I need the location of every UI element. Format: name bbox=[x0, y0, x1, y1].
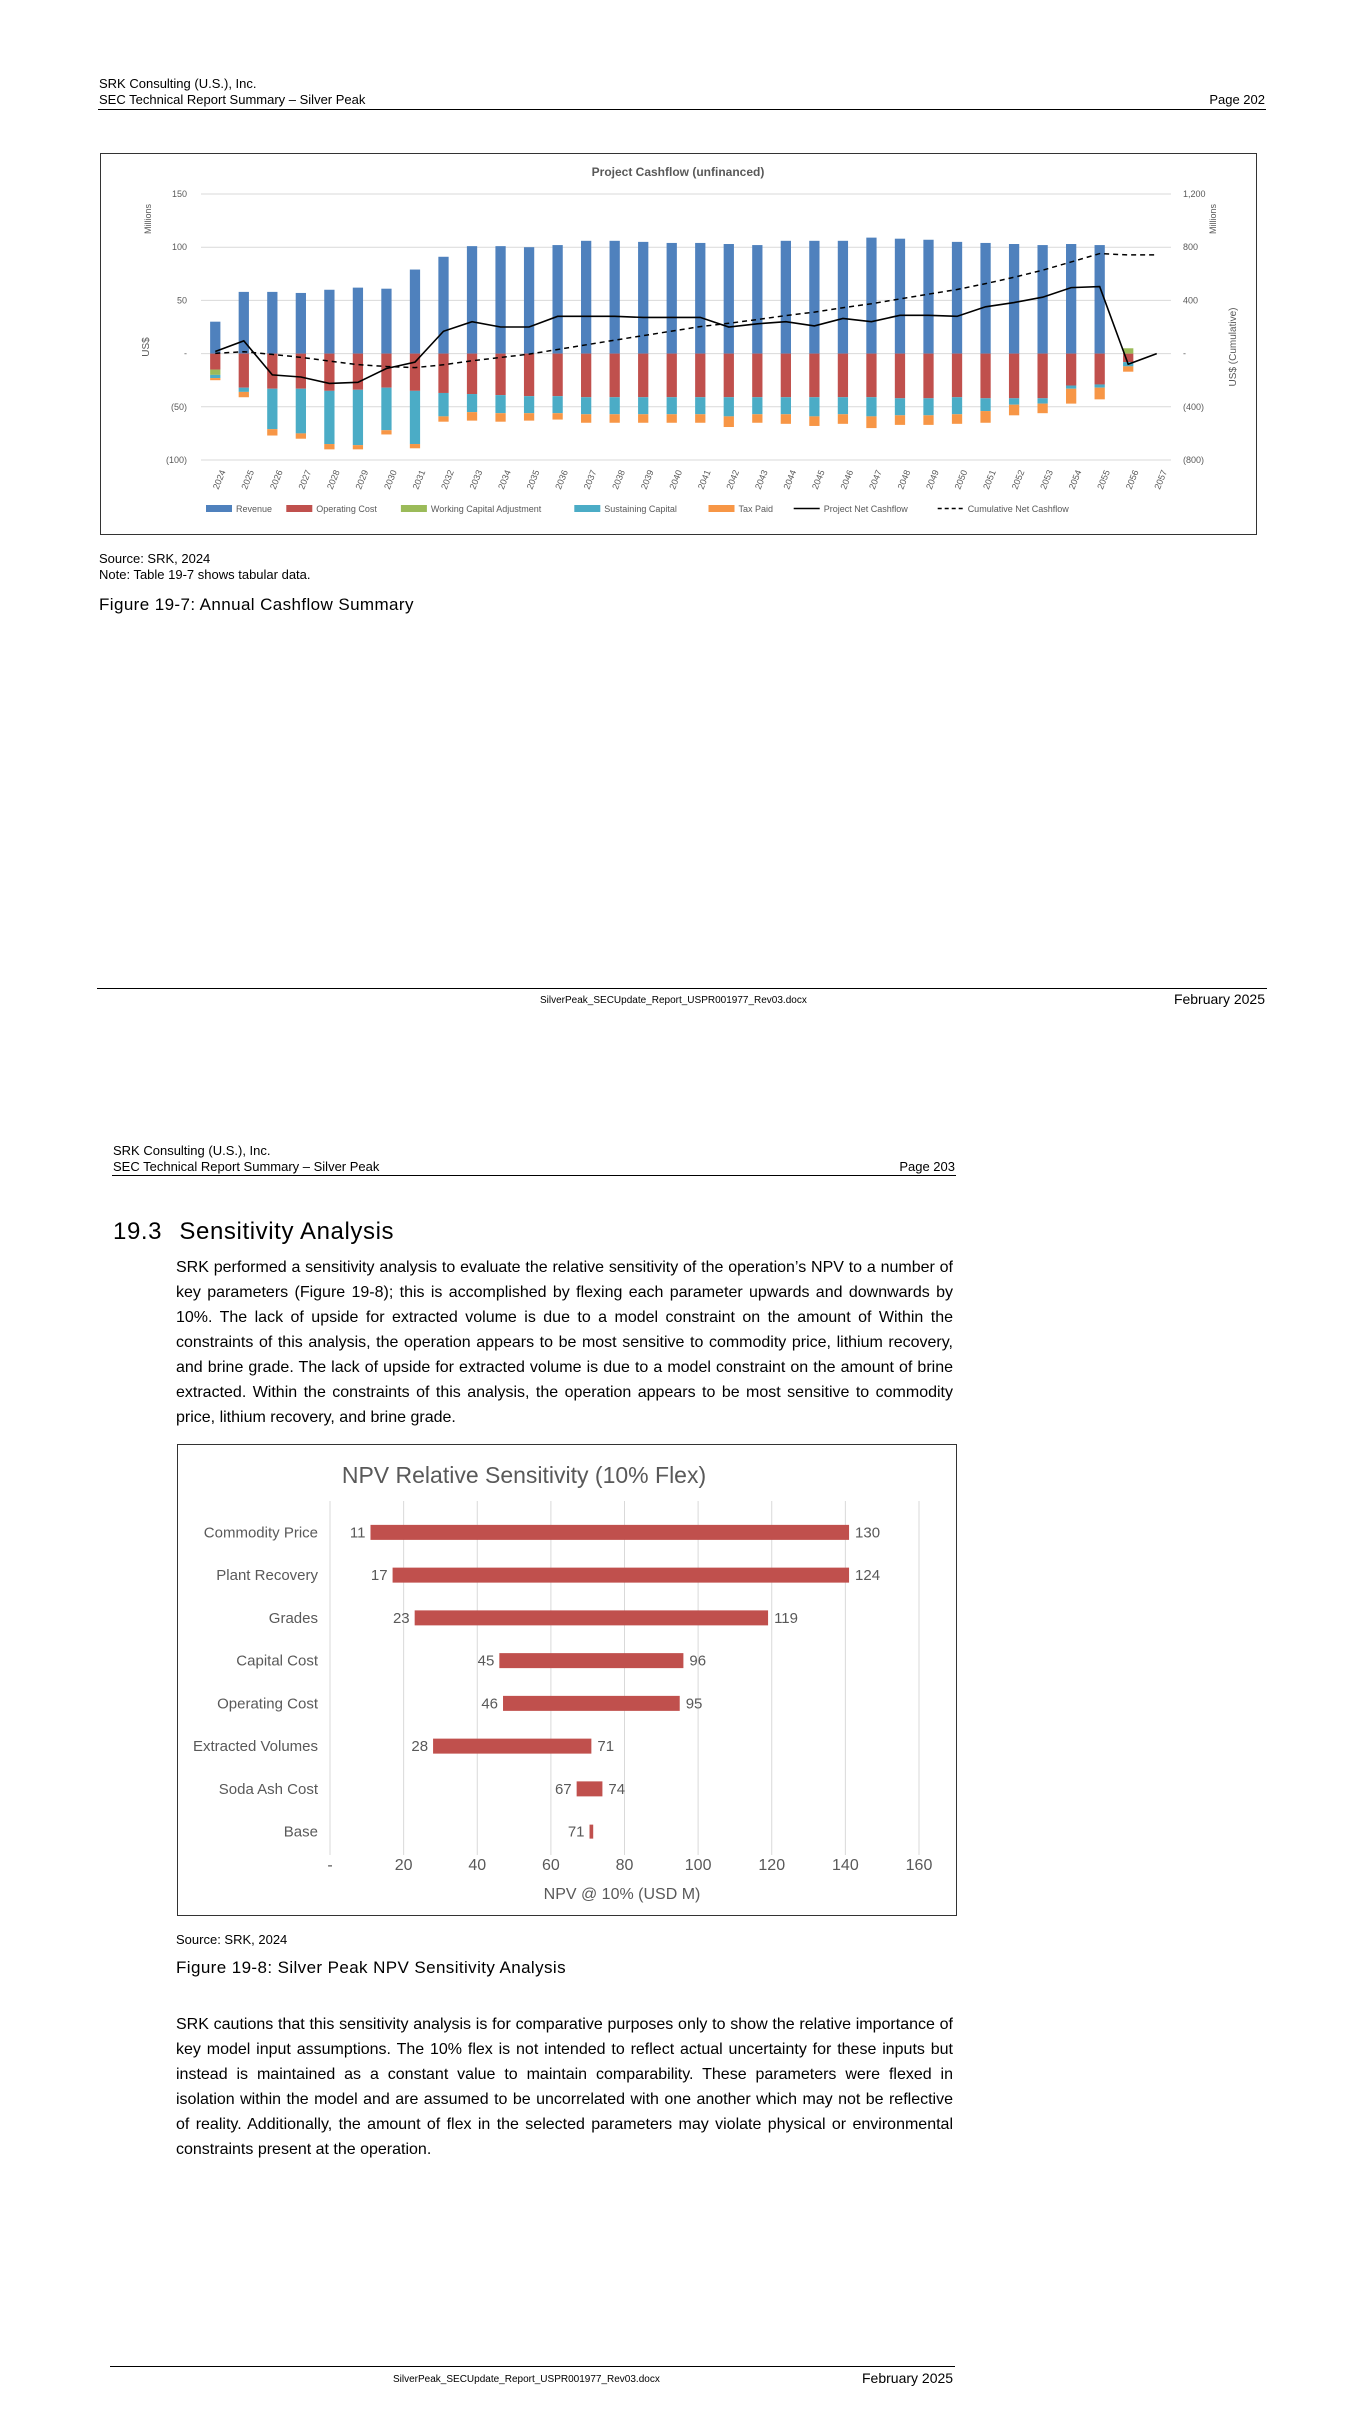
cashflow-bar-revenue bbox=[324, 290, 334, 354]
tornado-category-label: Soda Ash Cost bbox=[218, 1780, 318, 1798]
page1-company-name: SRK Consulting (U.S.), Inc. bbox=[99, 76, 257, 91]
cashflow-x-tick-label: 2040 bbox=[667, 468, 685, 491]
cashflow-bar-operating-cost bbox=[610, 354, 620, 398]
page1-source: Source: SRK, 2024 bbox=[99, 551, 211, 566]
cashflow-bar-tax-paid bbox=[695, 414, 705, 423]
cashflow-bar-revenue bbox=[524, 247, 534, 353]
cashflow-bar-tax-paid bbox=[923, 415, 933, 425]
cashflow-x-tick-label: 2057 bbox=[1152, 468, 1170, 491]
cashflow-legend-swatch bbox=[574, 505, 600, 512]
page2-source: Source: SRK, 2024 bbox=[176, 1932, 288, 1947]
cashflow-x-tick-label: 2026 bbox=[267, 468, 285, 491]
cashflow-bar-tax-paid bbox=[410, 444, 420, 448]
cashflow-bar-sustaining-capital bbox=[239, 388, 249, 392]
cashflow-x-tick-label: 2036 bbox=[553, 468, 570, 491]
cashflow-y2-tick-label: 1,200 bbox=[1183, 189, 1206, 199]
tornado-bar bbox=[370, 1525, 849, 1540]
cashflow-y-tick-label: - bbox=[184, 348, 187, 359]
cashflow-bar-operating-cost bbox=[581, 354, 591, 398]
cashflow-bar-sustaining-capital bbox=[267, 389, 277, 429]
figure-19-7-caption: Figure 19-7: Annual Cashflow Summary bbox=[99, 595, 414, 614]
cashflow-bar-tax-paid bbox=[1009, 405, 1019, 416]
cashflow-y2-tick-label: 400 bbox=[1183, 295, 1199, 306]
tornado-x-axis-label: NPV @ 10% (USD M) bbox=[543, 1886, 701, 1903]
cashflow-bar-operating-cost bbox=[667, 354, 677, 398]
cashflow-x-tick-label: 2042 bbox=[724, 468, 742, 491]
cashflow-bar-sustaining-capital bbox=[1066, 386, 1076, 389]
cashflow-x-tick-label: 2034 bbox=[496, 468, 513, 491]
cashflow-bar-tax-paid bbox=[296, 433, 306, 438]
cashflow-bar-operating-cost bbox=[239, 354, 249, 388]
tornado-high-label: 124 bbox=[855, 1567, 881, 1585]
cashflow-bar-tax-paid bbox=[324, 444, 334, 449]
cashflow-bar-tax-paid bbox=[866, 416, 876, 428]
tornado-chart-title: NPV Relative Sensitivity (10% Flex) bbox=[341, 1462, 707, 1488]
cashflow-legend-label: Sustaining Capital bbox=[604, 504, 677, 514]
cashflow-bar-operating-cost bbox=[838, 354, 848, 398]
cashflow-bar-revenue bbox=[923, 240, 933, 354]
page2-company-name: SRK Consulting (U.S.), Inc. bbox=[113, 1143, 271, 1158]
cashflow-bar-operating-cost bbox=[695, 354, 705, 398]
cashflow-x-tick-label: 2029 bbox=[353, 468, 371, 491]
cashflow-x-tick-label: 2050 bbox=[952, 468, 970, 491]
cashflow-x-tick-label: 2056 bbox=[1123, 468, 1141, 491]
cashflow-bar-revenue bbox=[895, 239, 905, 354]
cashflow-bar-sustaining-capital bbox=[410, 391, 420, 444]
cashflow-bar-sustaining-capital bbox=[296, 389, 306, 434]
cashflow-x-tick-label: 2035 bbox=[524, 468, 542, 491]
cashflow-bar-revenue bbox=[495, 246, 505, 353]
figure-19-8-caption: Figure 19-8: Silver Peak NPV Sensitivity Analysis bbox=[176, 1958, 566, 1977]
tornado-category-label: Commodity Price bbox=[203, 1524, 318, 1542]
cashflow-bar-tax-paid bbox=[1123, 366, 1133, 371]
cashflow-x-tick-label: 2025 bbox=[239, 468, 257, 491]
cashflow-x-tick-label: 2052 bbox=[1009, 468, 1027, 491]
cashflow-legend-label: Project Net Cashflow bbox=[823, 504, 908, 514]
cashflow-bar-revenue bbox=[296, 293, 306, 354]
tornado-low-label: 11 bbox=[349, 1524, 366, 1542]
tornado-category-label: Grades bbox=[268, 1609, 318, 1627]
cashflow-x-tick-label: 2045 bbox=[809, 468, 827, 491]
cashflow-y2-tick-label: (800) bbox=[1183, 455, 1205, 465]
cashflow-x-tick-label: 2028 bbox=[324, 468, 342, 491]
cashflow-bar-tax-paid bbox=[809, 416, 819, 426]
cashflow-bar-revenue bbox=[210, 322, 220, 354]
cashflow-bar-tax-paid bbox=[838, 414, 848, 424]
cashflow-bar-operating-cost bbox=[980, 354, 990, 399]
tornado-x-tick-label: 120 bbox=[758, 1857, 786, 1874]
cashflow-bar-revenue bbox=[695, 243, 705, 354]
cashflow-bar-tax-paid bbox=[581, 414, 591, 423]
cashflow-bar-tax-paid bbox=[638, 414, 648, 423]
cashflow-bar-sustaining-capital bbox=[467, 394, 477, 412]
cashflow-bar-operating-cost bbox=[724, 354, 734, 398]
cashflow-x-tick-label: 2037 bbox=[581, 468, 599, 491]
cashflow-x-tick-label: 2024 bbox=[210, 468, 228, 491]
cashflow-bar-operating-cost bbox=[1095, 354, 1105, 385]
cashflow-bar-tax-paid bbox=[495, 413, 505, 422]
cashflow-bar-operating-cost bbox=[353, 354, 363, 390]
section-heading bbox=[113, 1218, 394, 1246]
tornado-low-label: 17 bbox=[370, 1567, 388, 1585]
cashflow-bar-tax-paid bbox=[381, 430, 391, 434]
cashflow-bar-revenue bbox=[1095, 245, 1105, 354]
tornado-x-tick-label: 80 bbox=[615, 1857, 634, 1874]
cashflow-legend-label: Revenue bbox=[236, 504, 273, 514]
cashflow-y2-units-label: Millions bbox=[1208, 203, 1218, 235]
tornado-bar bbox=[415, 1610, 768, 1625]
tornado-low-label: 67 bbox=[554, 1780, 572, 1798]
page1-footer-rule bbox=[97, 988, 1267, 989]
cashflow-chart-frame bbox=[100, 153, 1257, 535]
cashflow-bar-tax-paid bbox=[267, 429, 277, 435]
cashflow-bar-revenue bbox=[467, 246, 477, 353]
tornado-x-tick-label: 100 bbox=[684, 1857, 712, 1874]
cashflow-bar-revenue bbox=[724, 244, 734, 354]
cashflow-bar-sustaining-capital bbox=[781, 397, 791, 414]
tornado-x-tick-label: - bbox=[327, 1857, 333, 1874]
cashflow-bar-operating-cost bbox=[895, 354, 905, 399]
cashflow-bar-tax-paid bbox=[210, 378, 220, 380]
page2-footer-rule bbox=[110, 2366, 955, 2367]
cashflow-bar-sustaining-capital bbox=[353, 390, 363, 445]
tornado-low-label: 23 bbox=[392, 1609, 410, 1627]
cashflow-legend-swatch bbox=[709, 505, 735, 512]
cashflow-bar-revenue bbox=[809, 241, 819, 354]
cashflow-bar-operating-cost bbox=[1009, 354, 1019, 399]
cashflow-bar-operating-cost bbox=[923, 354, 933, 399]
cashflow-bar-sustaining-capital bbox=[581, 397, 591, 414]
cashflow-x-tick-label: 2044 bbox=[781, 468, 799, 491]
tornado-bar bbox=[577, 1781, 603, 1796]
cashflow-y-axis-label: US$ bbox=[141, 337, 152, 357]
cashflow-bar-sustaining-capital bbox=[724, 397, 734, 416]
cashflow-bar-sustaining-capital bbox=[638, 397, 648, 414]
tornado-category-label: Base bbox=[283, 1823, 318, 1841]
cashflow-y-tick-label: 100 bbox=[171, 242, 187, 253]
cashflow-bar-tax-paid bbox=[1066, 389, 1076, 404]
cashflow-bar-revenue bbox=[952, 242, 962, 354]
page2-footer-date: February 2025 bbox=[862, 2370, 954, 2386]
cashflow-x-tick-label: 2038 bbox=[610, 468, 628, 491]
cashflow-bar-operating-cost bbox=[952, 354, 962, 398]
tornado-category-label: Capital Cost bbox=[236, 1652, 318, 1670]
tornado-bar bbox=[503, 1696, 680, 1711]
cashflow-legend-label: Operating Cost bbox=[316, 504, 377, 514]
cashflow-x-tick-label: 2031 bbox=[410, 468, 428, 491]
page2-footer-filename: SilverPeak_SECUpdate_Report_USPR001977_Rev03.docx bbox=[393, 2374, 660, 2385]
cashflow-legend-label: Working Capital Adjustment bbox=[430, 504, 542, 514]
tornado-high-label: 96 bbox=[689, 1652, 707, 1670]
sensitivity-paragraph-2: SRK cautions that this sensitivity analysis is for comparative purposes only to show the relative importance of key model input assumptions. The 10% flex is not intended to reflect actual uncertainty for these inputs but instead is maintained as a constant value to maintain comparability. These parameters were flexed in isolation within the model and are assumed to be uncorrelated with one another which may not be reflective of reality. Additionally, the amount of flex in the selected parameters may violate physical or environmental constraints present at the operation. bbox=[176, 2016, 953, 2158]
cashflow-bar-sustaining-capital bbox=[324, 391, 334, 444]
cashflow-bar-sustaining-capital bbox=[1037, 398, 1047, 403]
cashflow-bar-sustaining-capital bbox=[495, 395, 505, 413]
cashflow-legend-swatch bbox=[401, 505, 427, 512]
page2-header-rule bbox=[112, 1175, 956, 1176]
cashflow-y-tick-label: (50) bbox=[170, 401, 187, 412]
cashflow-bar-operating-cost bbox=[524, 354, 534, 397]
cashflow-bar-sustaining-capital bbox=[980, 398, 990, 411]
tornado-high-label: 95 bbox=[685, 1695, 703, 1713]
tornado-bar bbox=[433, 1739, 591, 1754]
cashflow-bar-sustaining-capital bbox=[952, 397, 962, 414]
cashflow-bar-sustaining-capital bbox=[866, 397, 876, 416]
tornado-high-label: 119 bbox=[774, 1609, 798, 1627]
cashflow-bar-sustaining-capital bbox=[809, 397, 819, 416]
cashflow-y2-tick-label: (400) bbox=[1183, 401, 1205, 412]
page2-page-number: Page 203 bbox=[899, 1159, 955, 1174]
cashflow-bar-operating-cost bbox=[638, 354, 648, 398]
cashflow-bar-tax-paid bbox=[1037, 404, 1047, 414]
cashflow-bar-revenue bbox=[581, 241, 591, 354]
cashflow-bar-sustaining-capital bbox=[210, 375, 220, 378]
cashflow-legend-swatch bbox=[286, 505, 312, 512]
cashflow-bar-sustaining-capital bbox=[695, 397, 705, 414]
cashflow-x-tick-label: 2048 bbox=[895, 468, 913, 491]
cashflow-bar-operating-cost bbox=[1037, 354, 1047, 399]
cashflow-bar-revenue bbox=[838, 241, 848, 354]
cashflow-x-tick-label: 2033 bbox=[467, 468, 485, 491]
cashflow-bar-revenue bbox=[667, 243, 677, 354]
page1-report-title: SEC Technical Report Summary – Silver Peak bbox=[99, 92, 366, 107]
cashflow-bar-sustaining-capital bbox=[838, 397, 848, 414]
cashflow-bar-revenue bbox=[980, 243, 990, 354]
cashflow-bar-revenue bbox=[781, 241, 791, 354]
sensitivity-paragraph-1: SRK performed a sensitivity analysis to evaluate the relative sensitivity of the operation’s NPV to a number of key parameters (Figure 19-8); this is accomplished by flexing each parameter upwards and downwards by 10%. The lack of upside for extracted volume is due to a model constraint on the amount of Within the constraints of this analysis, the operation appears to be most sensitive to commodity price, lithium recovery, and brine grade. The lack of upside for extracted volume is due to a model constraint on the amount of brine extracted. Within the constraints of this analysis, the operation appears to be most sensitive to commodity price, lithium recovery, and brine grade. bbox=[176, 1259, 953, 1426]
cashflow-bar-tax-paid bbox=[952, 414, 962, 424]
tornado-x-tick-label: 40 bbox=[468, 1857, 487, 1874]
cashflow-bar-operating-cost bbox=[1066, 354, 1076, 386]
cashflow-x-tick-label: 2046 bbox=[838, 468, 856, 491]
tornado-x-tick-label: 160 bbox=[905, 1857, 933, 1874]
cashflow-bar-revenue bbox=[552, 245, 562, 354]
cashflow-bar-tax-paid bbox=[781, 414, 791, 424]
cashflow-bar-revenue bbox=[410, 270, 420, 354]
cashflow-bar-tax-paid bbox=[353, 445, 363, 449]
tornado-category-label: Extracted Volumes bbox=[192, 1738, 318, 1756]
cashflow-x-tick-label: 2047 bbox=[867, 468, 884, 491]
cashflow-legend-swatch bbox=[206, 505, 232, 512]
cashflow-bar-tax-paid bbox=[467, 412, 477, 421]
cashflow-y-units-label: Millions bbox=[143, 203, 153, 235]
cashflow-bar-operating-cost bbox=[438, 354, 448, 393]
cashflow-bar-sustaining-capital bbox=[524, 396, 534, 413]
cashflow-bar-operating-cost bbox=[781, 354, 791, 398]
page1-note: Note: Table 19-7 shows tabular data. bbox=[99, 567, 311, 582]
cashflow-bar-operating-cost bbox=[752, 354, 762, 398]
tornado-x-tick-label: 20 bbox=[394, 1857, 413, 1874]
cashflow-chart-title: Project Cashflow (unfinanced) bbox=[591, 165, 765, 179]
cashflow-bar-working-capital-adjustment bbox=[210, 370, 220, 375]
tornado-x-tick-label: 140 bbox=[832, 1857, 859, 1874]
cashflow-bar-tax-paid bbox=[752, 414, 762, 423]
cashflow-x-tick-label: 2043 bbox=[752, 468, 770, 491]
cashflow-x-tick-label: 2053 bbox=[1038, 468, 1055, 491]
cashflow-y-tick-label: (100) bbox=[165, 455, 187, 465]
cashflow-x-tick-label: 2039 bbox=[638, 468, 656, 491]
page2-report-title: SEC Technical Report Summary – Silver Peak bbox=[113, 1159, 380, 1174]
cashflow-chart bbox=[101, 154, 1256, 534]
section-title: Sensitivity Analysis bbox=[179, 1218, 395, 1245]
cashflow-bar-sustaining-capital bbox=[1095, 384, 1105, 387]
section-number: 19.3 bbox=[113, 1218, 163, 1245]
cashflow-bar-tax-paid bbox=[552, 413, 562, 419]
tornado-bar bbox=[393, 1568, 849, 1583]
cashflow-bar-tax-paid bbox=[1095, 388, 1105, 400]
cashflow-bar-revenue bbox=[353, 288, 363, 354]
cashflow-x-tick-label: 2051 bbox=[981, 468, 998, 491]
cashflow-bar-revenue bbox=[752, 245, 762, 354]
tornado-x-tick-label: 60 bbox=[541, 1857, 560, 1874]
cashflow-bar-tax-paid bbox=[524, 413, 534, 420]
cashflow-x-tick-label: 2041 bbox=[695, 468, 713, 491]
cashflow-y2-tick-label: 800 bbox=[1183, 242, 1199, 253]
tornado-high-label: 130 bbox=[855, 1524, 881, 1542]
page1-page-number: Page 202 bbox=[1209, 92, 1265, 107]
cashflow-y2-tick-label: - bbox=[1183, 348, 1186, 359]
page1-footer-date: February 2025 bbox=[1173, 991, 1265, 1007]
cashflow-x-tick-label: 2030 bbox=[382, 468, 399, 491]
cashflow-bar-tax-paid bbox=[239, 392, 249, 397]
cashflow-bar-tax-paid bbox=[724, 416, 734, 427]
cashflow-bar-sustaining-capital bbox=[895, 398, 905, 415]
cashflow-x-tick-label: 2032 bbox=[439, 468, 456, 491]
tornado-category-label: Plant Recovery bbox=[216, 1567, 318, 1585]
cashflow-x-tick-label: 2055 bbox=[1095, 468, 1113, 491]
tornado-high-label: 71 bbox=[597, 1738, 615, 1756]
tornado-bar bbox=[590, 1825, 594, 1839]
sensitivity-chart-frame bbox=[177, 1444, 957, 1916]
cashflow-bar-sustaining-capital bbox=[667, 397, 677, 414]
cashflow-bar-operating-cost bbox=[552, 354, 562, 397]
cashflow-legend-label: Cumulative Net Cashflow bbox=[967, 504, 1069, 514]
tornado-low-label: 46 bbox=[481, 1695, 499, 1713]
cashflow-bar-operating-cost bbox=[495, 354, 505, 395]
tornado-low-label: 71 bbox=[567, 1823, 585, 1841]
cashflow-bar-revenue bbox=[866, 238, 876, 354]
page1-footer-filename: SilverPeak_SECUpdate_Report_USPR001977_Rev03.docx bbox=[540, 995, 807, 1006]
cashflow-bar-revenue bbox=[1037, 245, 1047, 354]
cashflow-x-tick-label: 2027 bbox=[296, 468, 314, 491]
cashflow-y2-axis-label: US$ (Cumulative) bbox=[1228, 307, 1239, 387]
cashflow-bar-operating-cost bbox=[210, 354, 220, 370]
cashflow-bar-sustaining-capital bbox=[552, 396, 562, 413]
tornado-high-label: 74 bbox=[608, 1780, 626, 1798]
cashflow-bar-sustaining-capital bbox=[610, 397, 620, 414]
cashflow-y-tick-label: 150 bbox=[171, 189, 187, 199]
cashflow-bar-operating-cost bbox=[809, 354, 819, 398]
cashflow-bar-operating-cost bbox=[296, 354, 306, 389]
cashflow-bar-revenue bbox=[1009, 244, 1019, 354]
cashflow-y-tick-label: 50 bbox=[176, 295, 187, 306]
cashflow-bar-sustaining-capital bbox=[438, 393, 448, 416]
cashflow-x-tick-label: 2049 bbox=[924, 468, 941, 491]
cashflow-bar-sustaining-capital bbox=[923, 398, 933, 415]
cashflow-bar-sustaining-capital bbox=[752, 397, 762, 414]
cashflow-bar-tax-paid bbox=[667, 414, 677, 423]
tornado-bar bbox=[499, 1653, 683, 1668]
cashflow-bar-tax-paid bbox=[610, 414, 620, 423]
cashflow-bar-revenue bbox=[610, 241, 620, 354]
cashflow-bar-tax-paid bbox=[895, 415, 905, 425]
cashflow-bar-revenue bbox=[1066, 244, 1076, 354]
cashflow-bar-sustaining-capital bbox=[1009, 398, 1019, 404]
cashflow-bar-tax-paid bbox=[438, 416, 448, 421]
sensitivity-chart bbox=[178, 1445, 956, 1915]
cashflow-x-tick-label: 2054 bbox=[1066, 468, 1084, 491]
page1-header-rule bbox=[98, 109, 1266, 110]
cashflow-bar-operating-cost bbox=[324, 354, 334, 391]
cashflow-bar-sustaining-capital bbox=[381, 388, 391, 431]
cashflow-bar-revenue bbox=[267, 292, 277, 354]
cashflow-bar-revenue bbox=[438, 257, 448, 354]
cashflow-bar-revenue bbox=[381, 289, 391, 354]
cashflow-legend-label: Tax Paid bbox=[738, 504, 774, 514]
cashflow-bar-tax-paid bbox=[980, 411, 990, 423]
tornado-low-label: 28 bbox=[411, 1738, 429, 1756]
tornado-low-label: 45 bbox=[477, 1652, 495, 1670]
tornado-category-label: Operating Cost bbox=[217, 1695, 318, 1713]
cashflow-bar-operating-cost bbox=[866, 354, 876, 398]
